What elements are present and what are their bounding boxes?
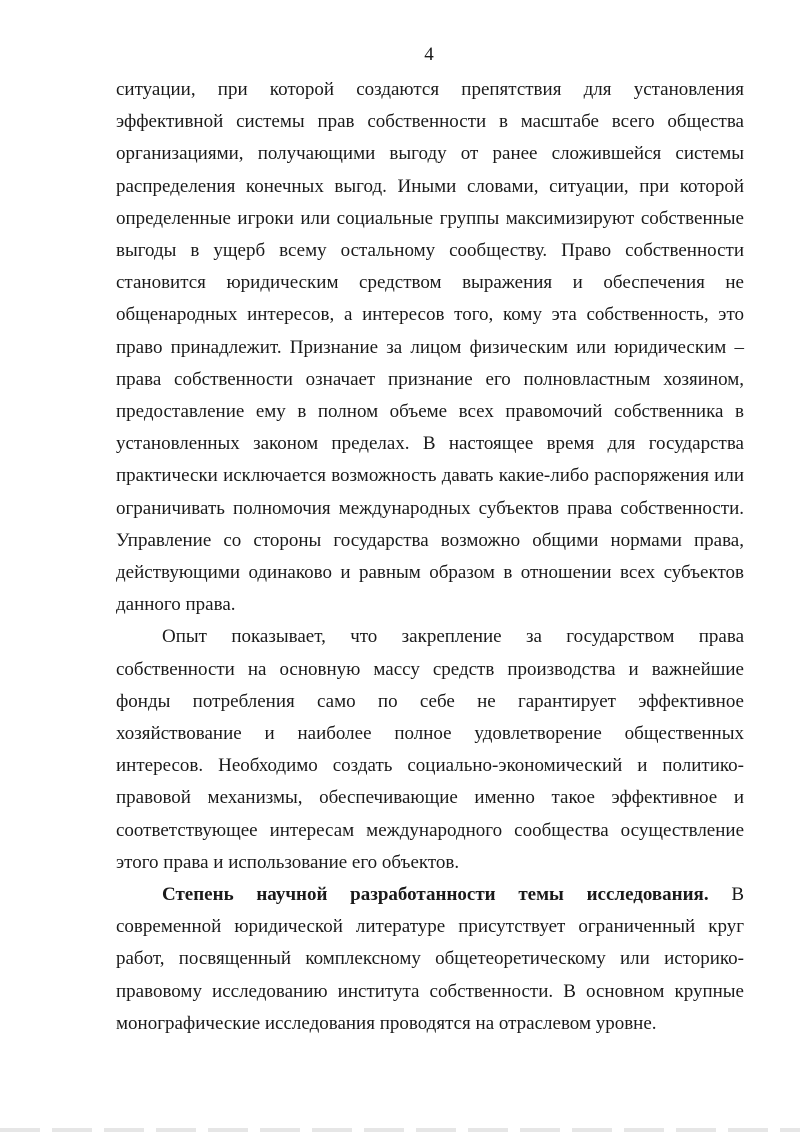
document-body [116,74,744,1040]
paragraph-3-text: В современной юридической литературе присутствует ограниченный круг работ, посвященный комплексному общетеоретическому или историко-правовому исследованию института собственности. В основном крупные монографические исследования проводятся на отраслевом уровне. [116,884,744,1034]
section-heading-research-degree: Степень научной разработанности темы исследования. [162,884,709,906]
paragraph-3 [116,879,744,1040]
scan-footer-artifact [0,1128,800,1132]
paragraph-1: ситуации, при которой создаются препятствия для установления эффективной системы прав собственности в масштабе всего общества организациями, получающими выгоду от ранее сложившейся системы распределения конечных выгод. Иными словами, ситуации, при которой определенные игроки или социальные группы максимизируют собственные выгоды в ущерб всему остальному сообществу. Право собственности становится юридическим средством выражения и обеспечения не общенародных интересов, а интересов того, кому эта собственность, это право принадлежит. Признание за лицом физическим или юридическим – права собственности означает признание его полновластным хозяином, предоставление ему в полном объеме всех правомочий собственника в установленных законом пределах. В настоящее время для государства практически исключается возможность давать какие-либо распоряжения или ограничивать полномочия международных субъектов права собственности. Управление со стороны государства возможно общими нормами права, действующими одинаково и равным образом в отношении всех субъектов данного права. [116,79,744,616]
page-number: 4 [424,44,434,65]
paragraph-2: Опыт показывает, что закрепление за государством права собственности на основную массу средств производства и важнейшие фонды потребления само по себе не гарантирует эффективное хозяйствование и наиболее полное удовлетворение общественных интересов. Необходимо создать социально-экономический и политико-правовой механизмы, обеспечивающие именно такое эффективное и соответствующее интересам международного сообщества осуществление этого права и использование его объектов. [116,626,744,873]
